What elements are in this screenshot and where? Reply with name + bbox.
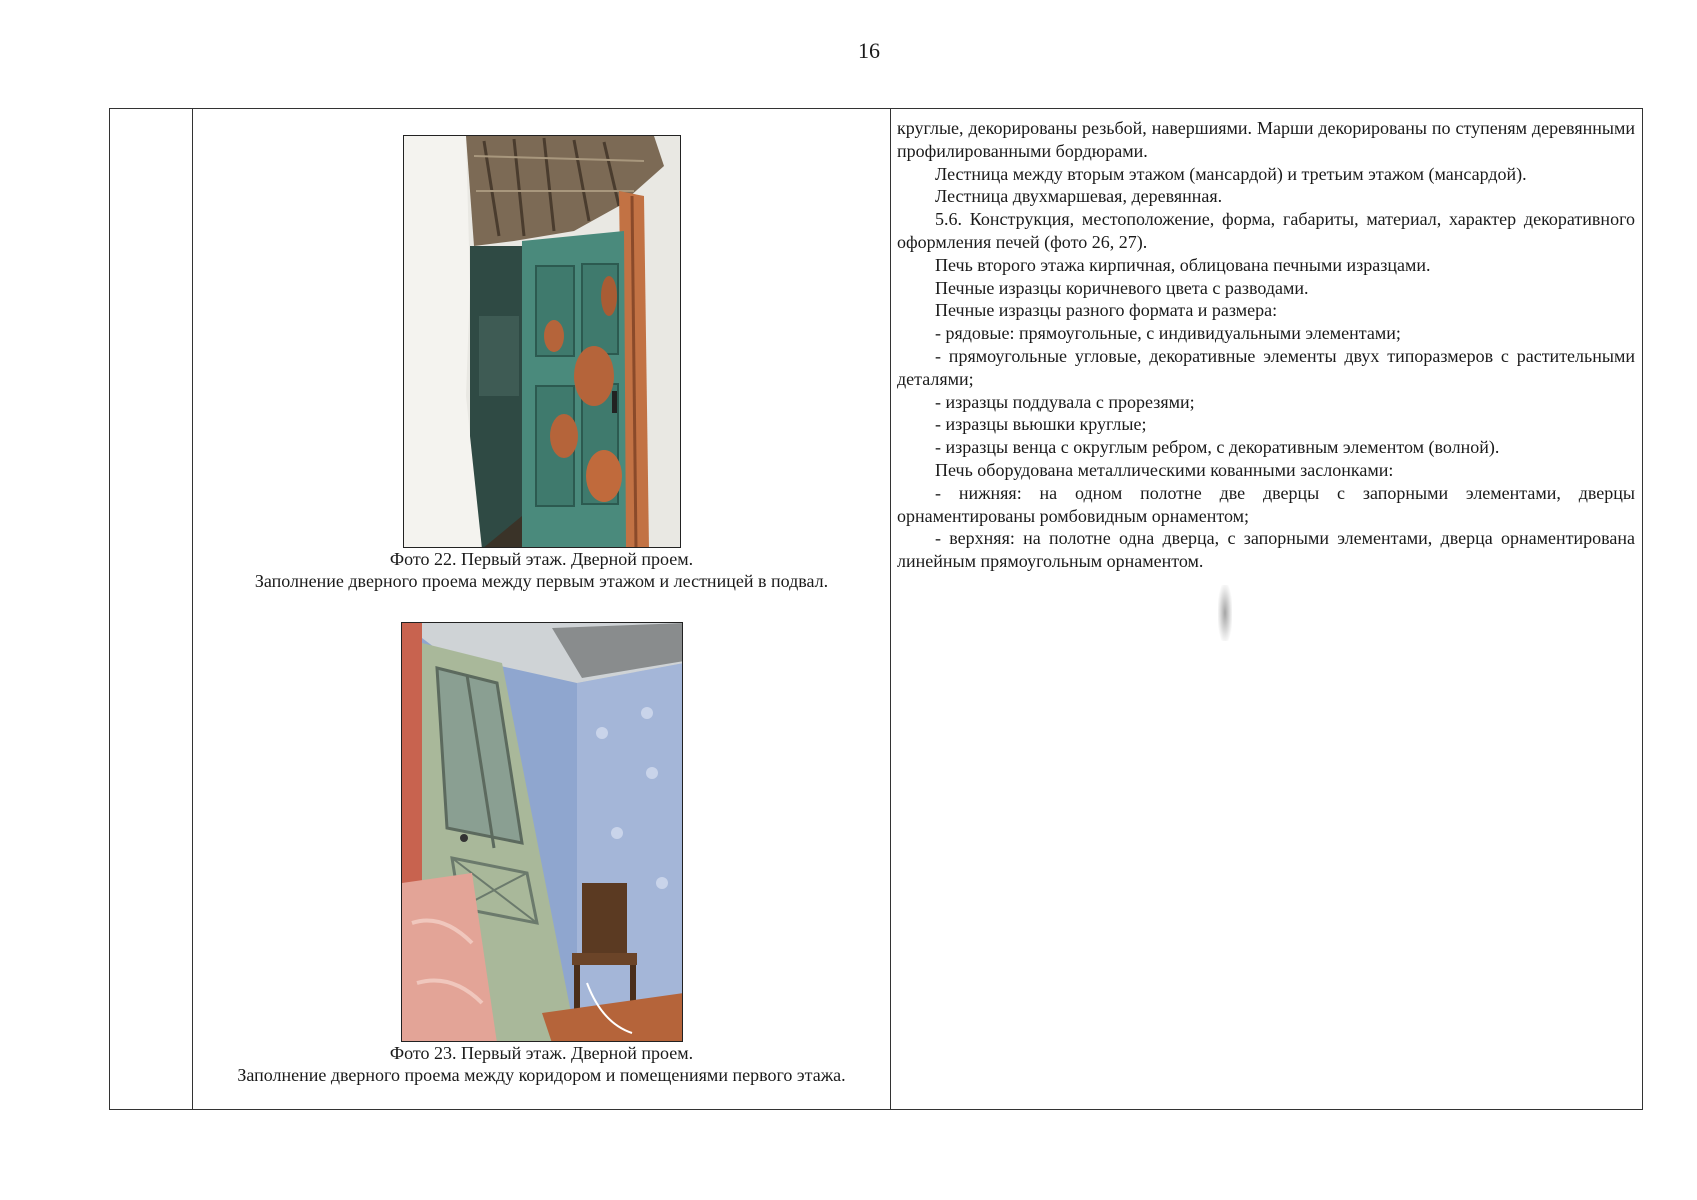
photo-23-block xyxy=(193,622,890,1086)
photo-22-caption: Фото 22. Первый этаж. Дверной проем. xyxy=(389,549,694,569)
list-item: - изразцы вьюшки круглые; xyxy=(935,414,1147,435)
list-item: - нижняя: на одном полотне две дверцы с запорными элементами, дверцы орнаментированы ромбовидным орнаментом; xyxy=(897,482,1635,526)
photo-23-caption: Фото 23. Первый этаж. Дверной проем. xyxy=(389,1043,694,1063)
photo-23 xyxy=(401,622,683,1042)
column-divider-right xyxy=(890,109,891,1109)
description-text xyxy=(897,117,1635,573)
photo-23-description: Заполнение дверного проема между коридором и помещениями первого этажа. xyxy=(237,1065,846,1085)
list-item: - прямоугольные угловые, декоративные элементы двух типоразмеров с растительными деталями; xyxy=(897,345,1635,389)
list-item: - рядовые: прямоугольные, с индивидуальными элементами; xyxy=(935,323,1401,344)
photo-22 xyxy=(403,135,681,548)
photo-23-image xyxy=(402,623,683,1042)
scan-smudge xyxy=(1218,585,1232,641)
list-item: - изразцы поддувала с прорезями; xyxy=(935,391,1195,412)
photo-22-description: Заполнение дверного проема между первым этажом и лестницей в подвал. xyxy=(254,571,829,591)
photo-22-block xyxy=(193,135,890,592)
photo-22-image xyxy=(404,136,681,548)
paragraph: Печь второго этажа кирпичная, облицована печными изразцами. xyxy=(935,254,1431,275)
list-item: - верхняя: на полотне одна дверца, с запорными элементами, дверца орнаментирована линейным прямоугольным орнаментом. xyxy=(897,528,1635,572)
paragraph: круглые, декорированы резьбой, навершиями. Марши декорированы по ступеням деревянными профилированными бордюрами. xyxy=(897,118,1635,161)
paragraph: Печь оборудована металлическими кованными заслонками: xyxy=(935,459,1394,480)
page-number: 16 xyxy=(858,38,880,63)
paragraph: Печные изразцы разного формата и размера: xyxy=(935,300,1278,321)
content-table xyxy=(109,108,1643,1110)
list-item: - изразцы венца с округлым ребром, с декоративным элементом (волной). xyxy=(935,437,1500,458)
paragraph: Лестница между вторым этажом (мансардой) и третьим этажом (мансардой). xyxy=(935,163,1527,184)
paragraph: Лестница двухмаршевая, деревянная. xyxy=(935,186,1223,207)
paragraph: Печные изразцы коричневого цвета с разводами. xyxy=(935,277,1309,298)
paragraph: 5.6. Конструкция, местоположение, форма, габариты, материал, характер декоративного оформления печей (фото 26, 27). xyxy=(897,209,1635,252)
